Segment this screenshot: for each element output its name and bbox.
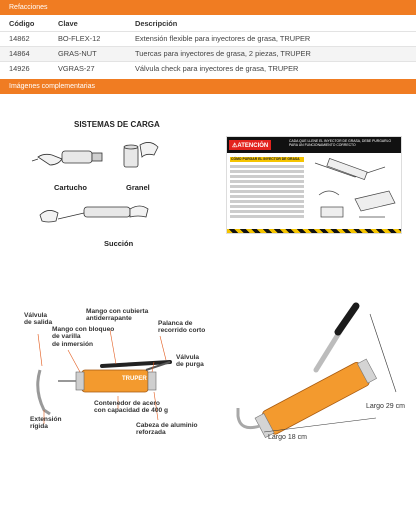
atencion-header-text: CADA QUE LLENE EL INYECTOR DE GRASA, DEBE PURGARLO PARA UN FUNCIONAMIENTO CORRECTO xyxy=(289,139,392,148)
col-codigo: Código xyxy=(9,18,35,28)
table-row xyxy=(0,61,416,76)
instruction-line xyxy=(230,215,304,218)
instruction-line xyxy=(230,170,304,173)
purge-steps-drawing xyxy=(309,155,401,229)
instruction-line xyxy=(230,175,304,178)
atencion-instructions-image[interactable] xyxy=(226,136,402,234)
cell-clave: VGRAS-27 xyxy=(49,61,126,76)
warning-stripe xyxy=(227,229,401,233)
table-row xyxy=(0,31,416,46)
label-mango-cubierta: Mango con cubierta antiderrapante xyxy=(86,308,149,323)
col-descripcion: Descripción xyxy=(135,18,178,28)
granel-label: Granel xyxy=(126,183,150,192)
instruction-line xyxy=(230,180,304,183)
brand-label: TRUPER xyxy=(122,376,147,382)
succion-label: Succión xyxy=(104,239,134,248)
carga-title: SISTEMAS DE CARGA xyxy=(74,120,160,129)
label-valvula-purga: Válvula de purga xyxy=(176,354,204,369)
cell-descripcion: Tuercas para inyectores de grasa, 2 piezas, TRUPER xyxy=(126,46,416,61)
imagenes-header xyxy=(0,79,416,94)
label-extension: Extensión rígida xyxy=(30,416,62,431)
label-mango-bloqueo: Mango con bloqueo de varilla de inmersión xyxy=(52,326,115,348)
instruction-line xyxy=(230,165,304,168)
sistemas-carga-image[interactable] xyxy=(28,115,208,260)
imagenes-title: Imágenes complementarias xyxy=(9,83,95,90)
instruction-line xyxy=(230,205,304,208)
col-clave: Clave xyxy=(58,18,78,28)
grease-gun-photo xyxy=(220,300,416,460)
refacciones-title: Refacciones xyxy=(9,4,48,11)
cell-codigo: 14864 xyxy=(0,46,49,61)
label-valvula-salida: Válvula de salida xyxy=(24,312,53,327)
instruction-line xyxy=(230,210,304,213)
cartucho-label: Cartucho xyxy=(54,183,87,192)
parts-table xyxy=(0,16,416,76)
cell-descripcion: Válvula check para inyectores de grasa, TRUPER xyxy=(126,61,416,76)
atencion-header xyxy=(227,137,401,153)
instruction-line xyxy=(230,185,304,188)
instruction-line xyxy=(230,190,304,193)
dimension-largo-29: Largo 29 cm xyxy=(366,403,405,410)
cell-codigo: 14862 xyxy=(0,31,49,46)
dimensions-image[interactable] xyxy=(220,300,416,460)
refacciones-header xyxy=(0,0,416,15)
cell-clave: BO-FLEX-12 xyxy=(49,31,126,46)
parts-diagram-image[interactable] xyxy=(18,300,216,448)
cell-descripcion: Extensión flexible para inyectores de grasa, TRUPER xyxy=(126,31,416,46)
table-row xyxy=(0,46,416,61)
label-contenedor: Contenedor de acero con capacidad de 400 g xyxy=(94,400,169,415)
label-cabeza: Cabeza de aluminio reforzada xyxy=(136,422,198,437)
cell-codigo: 14926 xyxy=(0,61,49,76)
instruction-line xyxy=(230,200,304,203)
dimension-largo-18: Largo 18 cm xyxy=(268,434,307,441)
table-header-row xyxy=(0,16,416,31)
atencion-subheader: CÓMO PURGAR EL INYECTOR DE GRASA xyxy=(230,157,304,162)
instruction-line xyxy=(230,195,304,198)
cell-clave: GRAS-NUT xyxy=(49,46,126,61)
label-palanca: Palanca de recorrido corto xyxy=(158,320,206,335)
atencion-badge: ⚠ATENCIÓN xyxy=(229,140,271,150)
